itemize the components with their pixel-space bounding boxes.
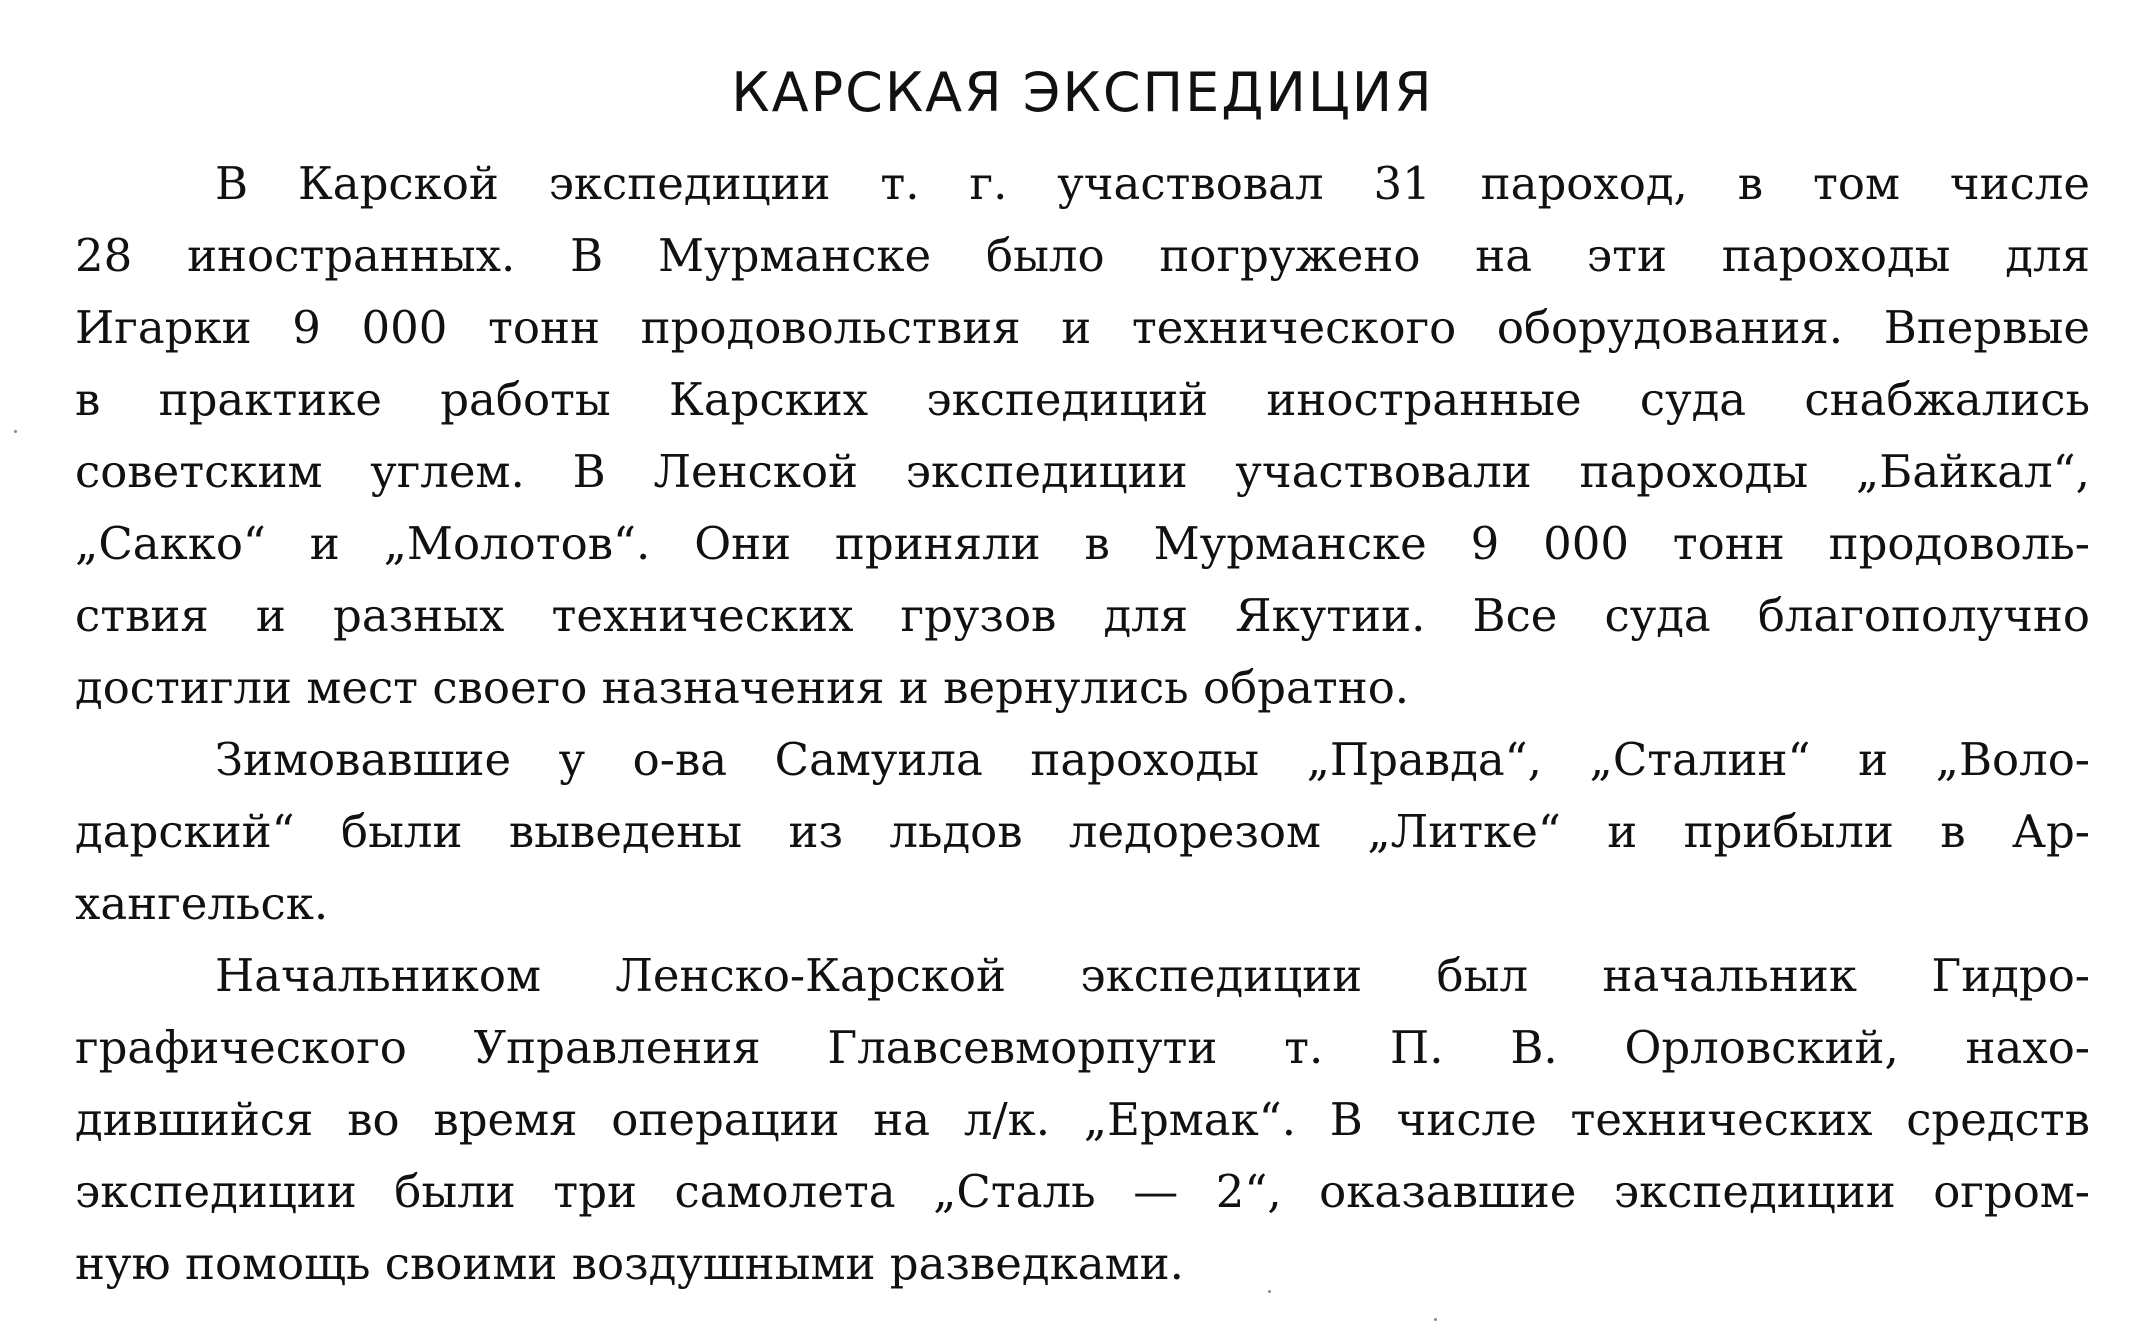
paragraph-2 <box>75 724 2090 940</box>
text-line: экспедиции были три самолета „Сталь — 2“, оказавшие экспедиции огром- <box>75 1165 2090 1218</box>
text-line: достигли мест своего назначения и вернулись обратно. <box>75 661 1410 714</box>
scan-speck <box>14 430 17 433</box>
page-title: КАРСКАЯ ЭКСПЕДИЦИЯ <box>731 61 1434 124</box>
text-line: „Сакко“ и „Молотов“. Они приняли в Мурманске 9 000 тонн продоволь- <box>75 517 2090 570</box>
text-line: в практике работы Карских экспедиций иностранные суда снабжались <box>75 373 2090 426</box>
text-line: дарский“ были выведены из льдов ледорезом „Литке“ и прибыли в Ар- <box>75 805 2090 858</box>
text-line: хангельск. <box>75 877 329 930</box>
paragraph-3 <box>75 940 2090 1300</box>
text-line: Начальником Ленско-Карской экспедиции был начальник Гидро- <box>215 949 2090 1002</box>
text-line: дившийся во время операции на л/к. „Ермак“. В числе технических средств <box>75 1093 2090 1146</box>
text-line: ную помощь своими воздушными разведками. <box>75 1237 1184 1290</box>
scan-speck <box>1268 1290 1271 1293</box>
text-line: 28 иностранных. В Мурманске было погружено на эти пароходы для <box>75 229 2090 282</box>
text-line: ствия и разных технических грузов для Якутии. Все суда благополучно <box>75 589 2090 642</box>
paragraph-1 <box>75 148 2090 724</box>
scan-speck <box>1434 1318 1437 1321</box>
text-line: советским углем. В Ленской экспедиции участвовали пароходы „Байкал“, <box>75 445 2090 498</box>
text-line: Зимовавшие у о-ва Самуила пароходы „Правда“, „Сталин“ и „Воло- <box>215 733 2090 786</box>
text-line: графического Управления Главсевморпути т. П. В. Орловский, нахо- <box>75 1021 2090 1074</box>
document-page <box>75 38 2090 1300</box>
text-line: Игарки 9 000 тонн продовольствия и технического оборудования. Впервые <box>75 301 2090 354</box>
text-line: В Карской экспедиции т. г. участвовал 31 пароход, в том числе <box>215 157 2090 210</box>
